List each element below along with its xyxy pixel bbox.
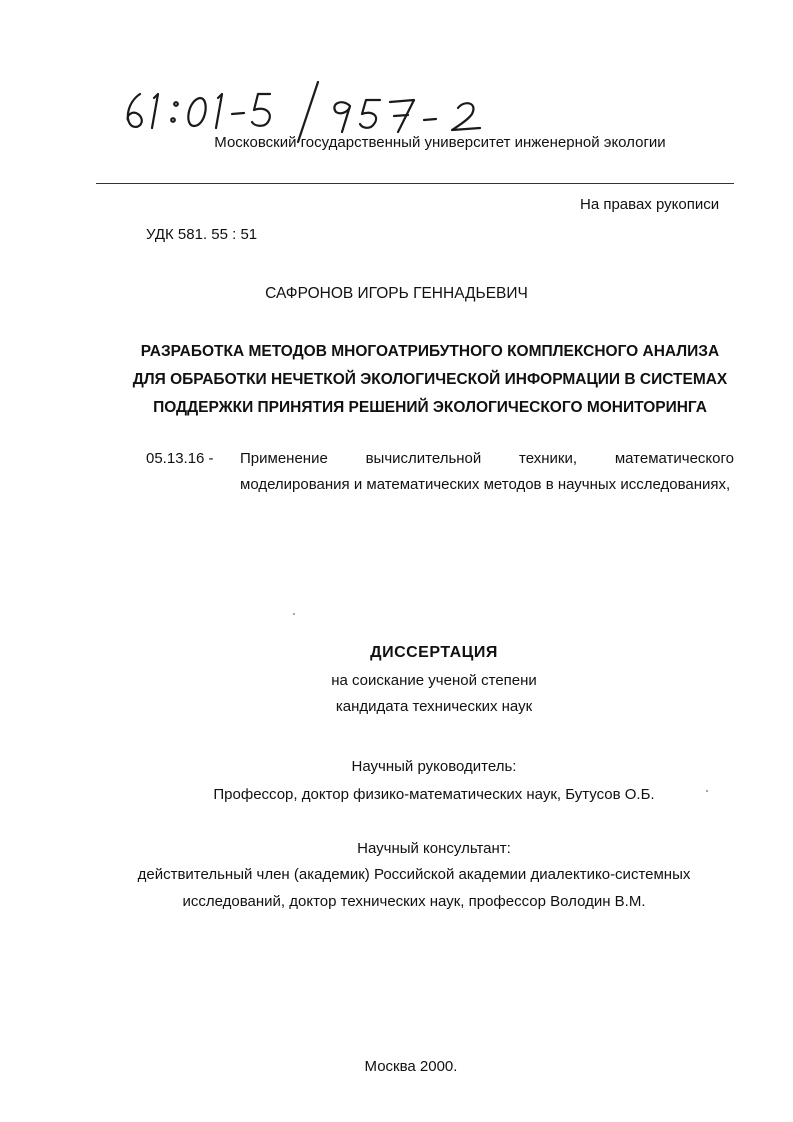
- degree-line: на соискание ученой степени: [331, 672, 537, 689]
- specialty-code: 05.13.16 -: [146, 450, 214, 467]
- consultant-line: исследований, доктор технических наук, профессор Володин В.М.: [182, 893, 646, 910]
- dissertation-label: ДИССЕРТАЦИЯ: [370, 644, 498, 661]
- city-year: Москва 2000.: [364, 1058, 458, 1075]
- university-name: Московский государственный университет инженерной экологии: [214, 134, 666, 151]
- rights-note: На правах рукописи: [580, 196, 720, 213]
- scan-speck: [293, 613, 295, 615]
- supervisor-label: Научный руководитель:: [351, 758, 517, 775]
- consultant-label: Научный консультант:: [357, 840, 511, 857]
- specialty-description: Применение вычислительной техники, математического моделирования и математических методов в научных исследованиях,: [240, 450, 734, 493]
- degree-type: кандидата технических наук: [335, 698, 533, 715]
- title-line: РАЗРАБОТКА МЕТОДОВ МНОГОАТРИБУТНОГО КОМПЛЕКСНОГО АНАЛИЗА: [140, 343, 720, 360]
- consultant-line: действительный член (академик) Российской академии диалектико-системных: [137, 866, 691, 883]
- supervisor-name: Профессор, доктор физико-математических наук, Бутусов О.Б.: [213, 786, 655, 803]
- author-name: САФРОНОВ ИГОРЬ ГЕННАДЬЕВИЧ: [265, 285, 528, 302]
- scan-speck: [706, 790, 708, 792]
- title-line: ДЛЯ ОБРАБОТКИ НЕЧЕТКОЙ ЭКОЛОГИЧЕСКОЙ ИНФОРМАЦИИ В СИСТЕМАХ: [132, 371, 728, 388]
- header-divider: [96, 183, 734, 184]
- udk-code: УДК 581. 55 : 51: [146, 226, 258, 243]
- title-line: ПОДДЕРЖКИ ПРИНЯТИЯ РЕШЕНИЙ ЭКОЛОГИЧЕСКОГО МОНИТОРИНГА: [153, 399, 707, 416]
- dissertation-title: [80, 338, 780, 422]
